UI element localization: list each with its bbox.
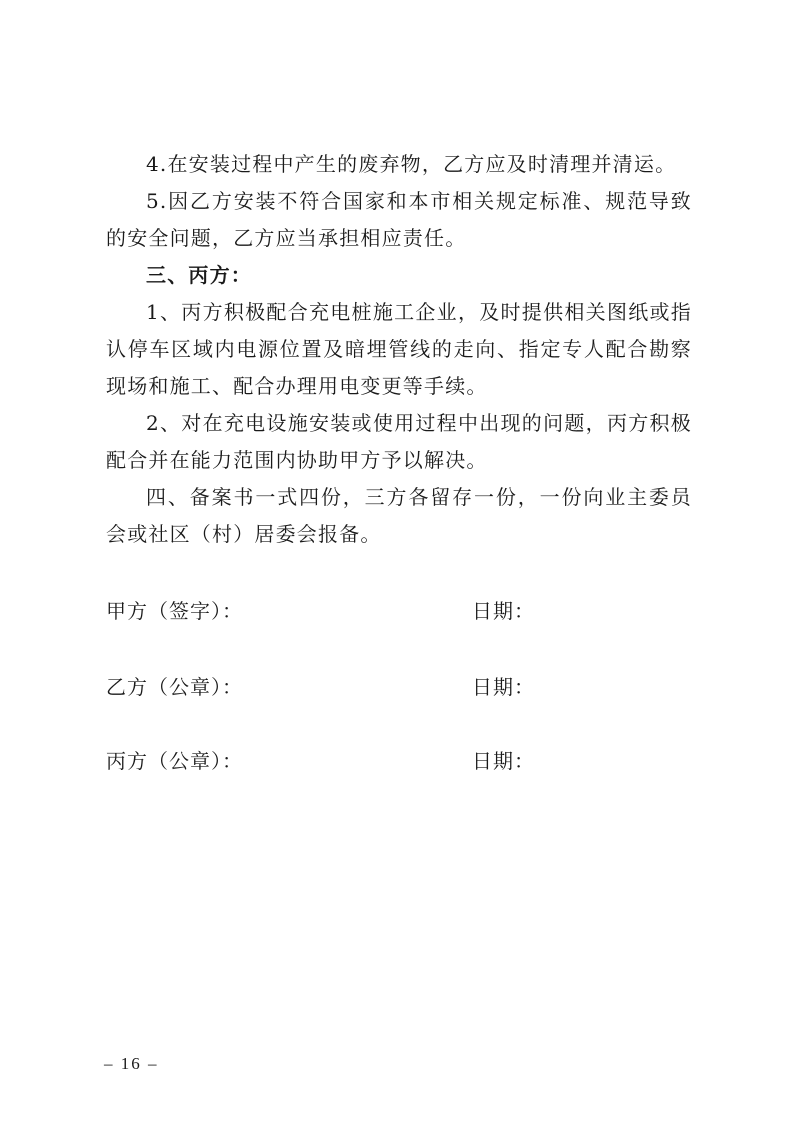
signature-label-party-b: 乙方（公章）： [106, 675, 243, 699]
signature-row-party-c [106, 746, 692, 776]
section-three-heading: 三、丙方： [146, 263, 252, 287]
signature-label-party-c: 丙方（公章）： [106, 749, 243, 773]
document-body [106, 146, 692, 553]
date-label-party-a: 日期： [472, 599, 535, 623]
signature-row-party-b [106, 672, 692, 702]
page-number: – 16 – [104, 1054, 159, 1073]
section-three-item-2: 2、对在充电设施安装或使用过程中出现的问题，丙方积极配合并在能力范围内协助甲方予以解决。 [106, 411, 692, 472]
date-label-party-b: 日期： [472, 675, 535, 699]
signature-label-party-a: 甲方（签字）： [106, 599, 243, 623]
section-four-paragraph: 四、备案书一式四份，三方各留存一份，一份向业主委员会或社区（村）居委会报备。 [106, 485, 692, 546]
paragraph-item-4: 4.在安装过程中产生的废弃物，乙方应及时清理并清运。 [146, 152, 677, 176]
date-label-party-c: 日期： [472, 749, 535, 773]
signature-row-party-a [106, 596, 692, 626]
section-three-item-1: 1、丙方积极配合充电桩施工企业，及时提供相关图纸或指认停车区域内电源位置及暗埋管线的走向、指定专人配合勘察现场和施工、配合办理用电变更等手续。 [106, 300, 692, 398]
paragraph-item-5: 5.因乙方安装不符合国家和本市相关规定标准、规范导致的安全问题，乙方应当承担相应责任。 [106, 189, 692, 250]
